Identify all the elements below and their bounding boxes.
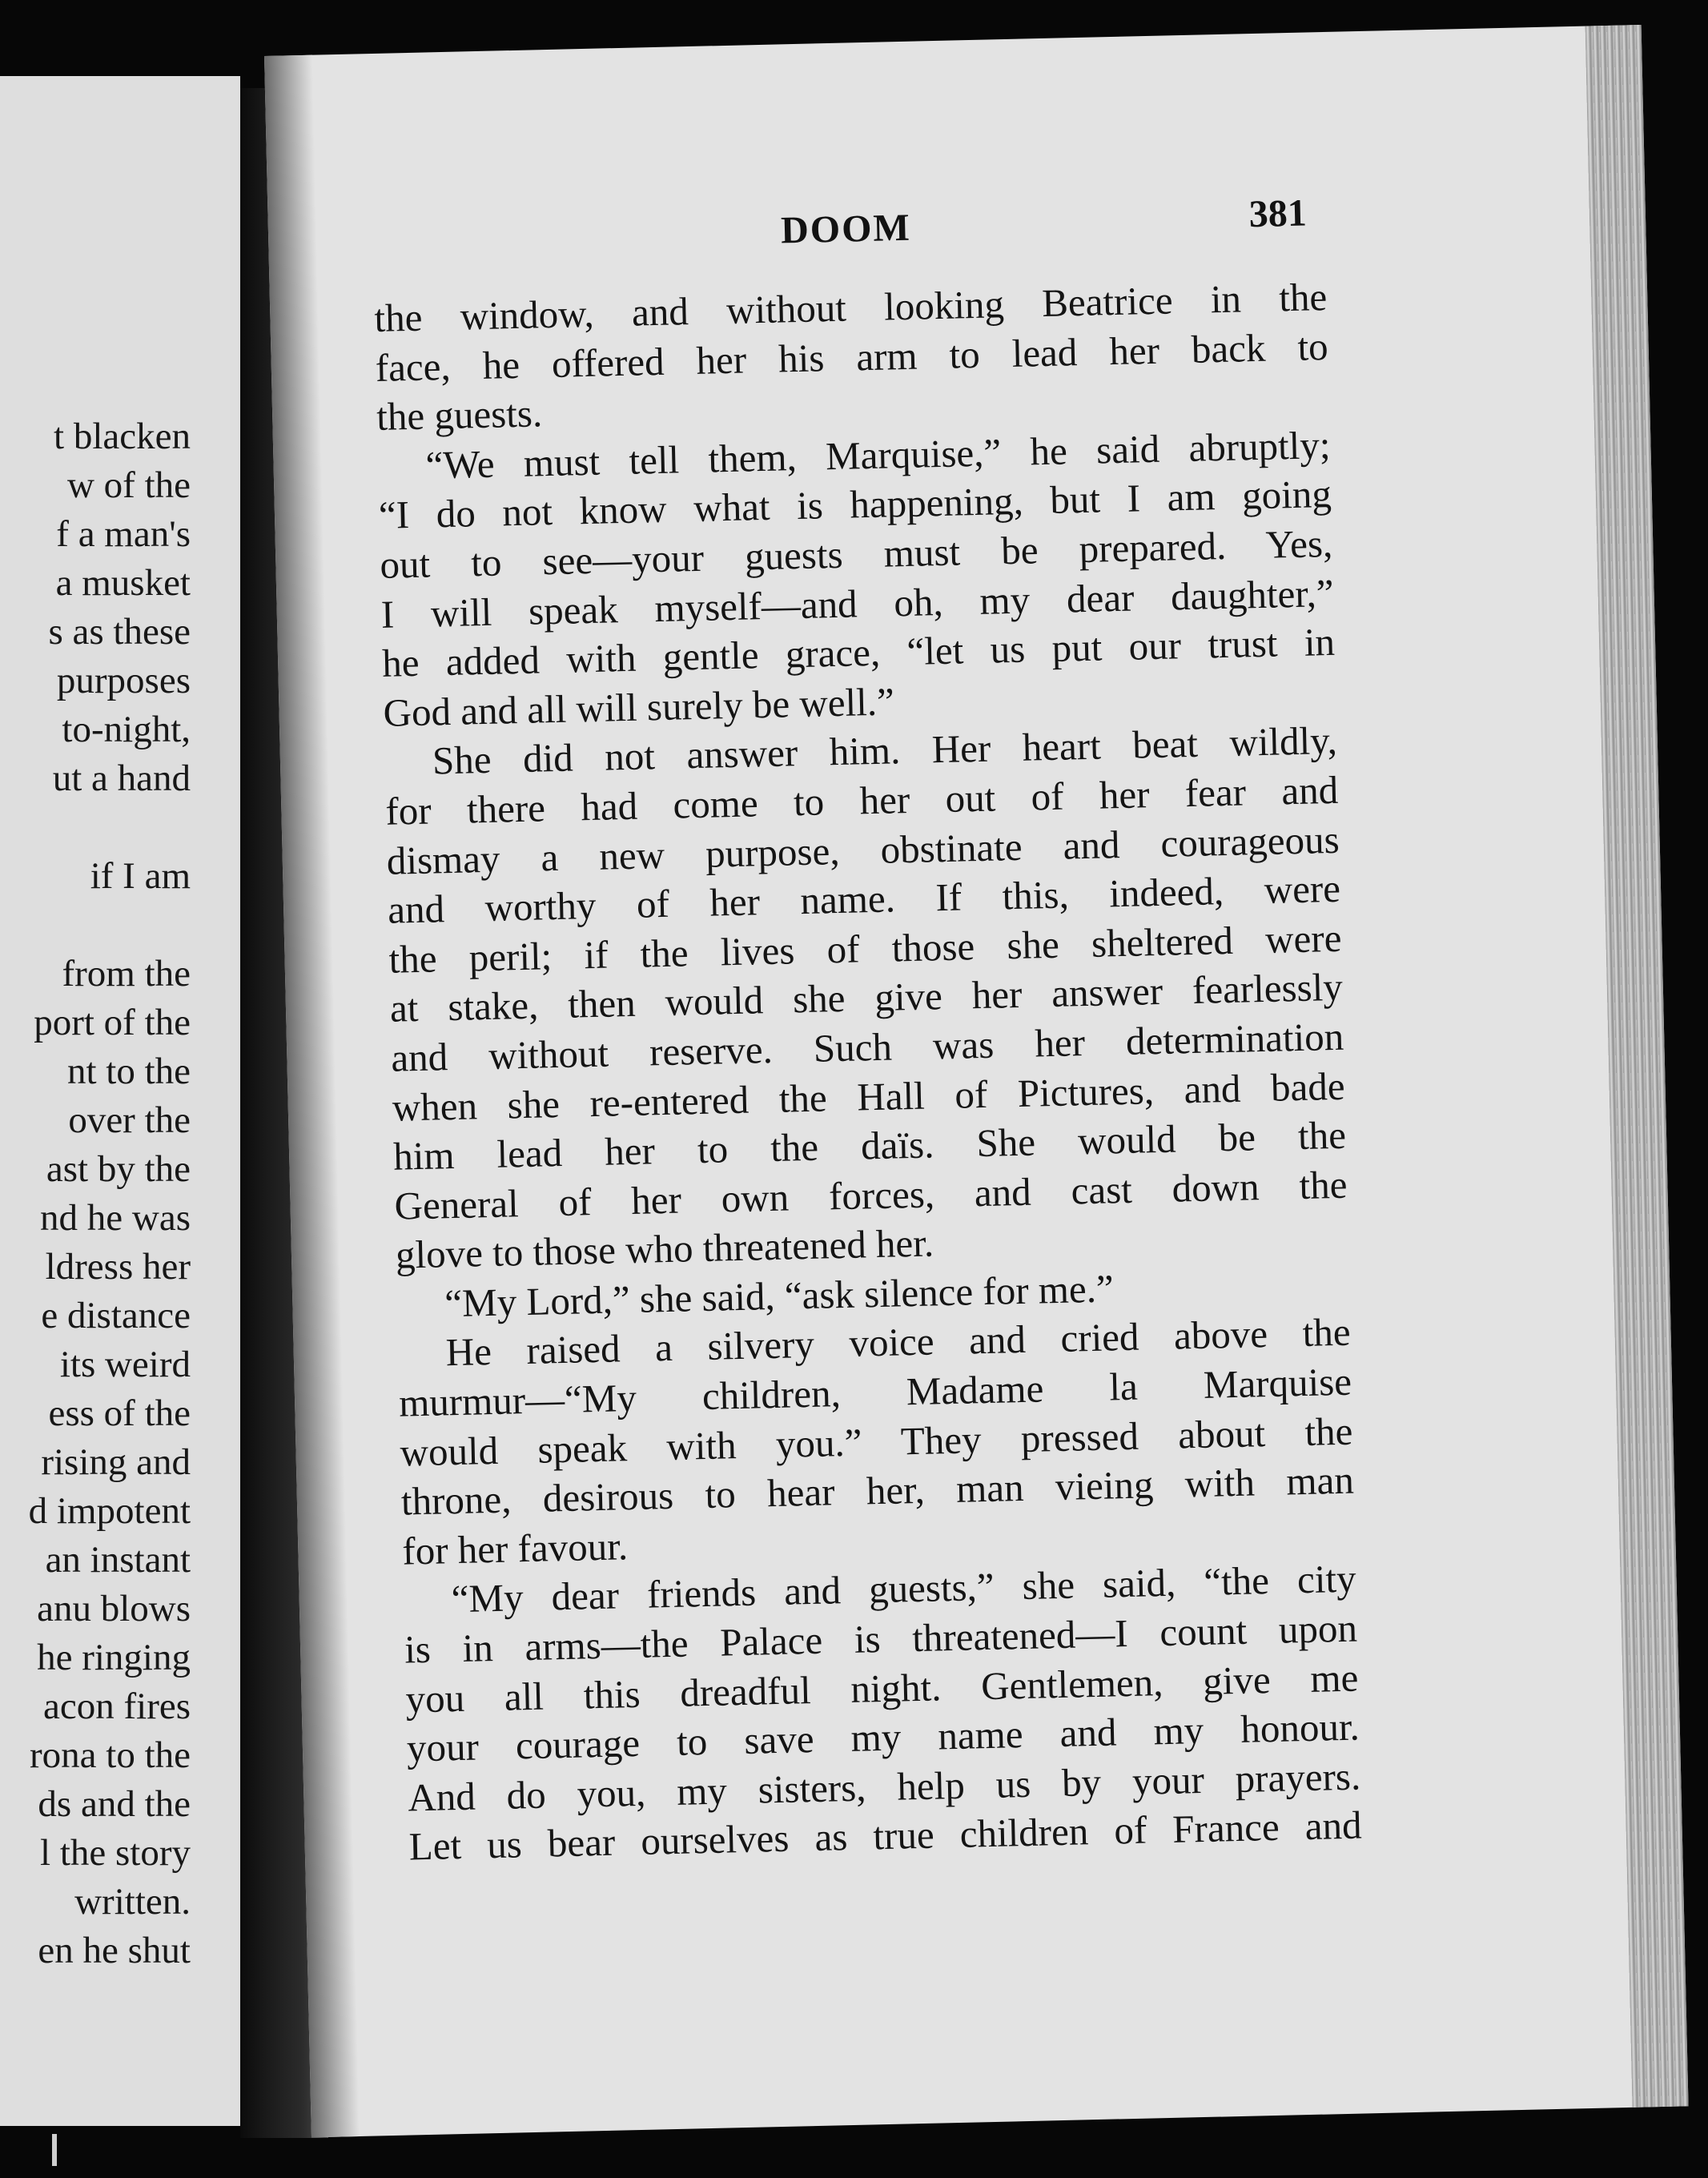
left-page-line: rising and bbox=[41, 1441, 191, 1483]
text-line: glove to those who threatened her. bbox=[395, 1220, 934, 1277]
left-page-line: anu blows bbox=[37, 1588, 191, 1629]
left-page-line: if I am bbox=[90, 855, 191, 897]
text-line: the guests. bbox=[376, 391, 543, 440]
facing-page-left bbox=[0, 76, 240, 2126]
left-page-line: its weird bbox=[59, 1344, 191, 1385]
margin-mark bbox=[52, 2134, 57, 2166]
text-line: and worthy of her name. If this, indeed, were bbox=[387, 866, 1341, 932]
text-line: the peril; if the lives of those she sheltered were bbox=[388, 915, 1342, 982]
text-line: “My Lord,” she said, “ask silence for me.” bbox=[444, 1266, 1115, 1326]
text-line: He raised a silvery voice and cried above the bbox=[445, 1310, 1352, 1375]
left-page-line: en he shut bbox=[38, 1930, 191, 1971]
text-line: I will speak myself—and oh, my dear daughter,” bbox=[380, 570, 1335, 637]
text-line: murmur—“My children, Madame la Marquise bbox=[398, 1359, 1352, 1425]
left-page-line: port of the bbox=[34, 1002, 191, 1043]
left-page-line: f a man's bbox=[56, 513, 191, 555]
body-text bbox=[374, 272, 1362, 1871]
text-line: “I do not know what is happening, but I am going bbox=[378, 472, 1332, 538]
left-page-line: acon fires bbox=[43, 1686, 191, 1727]
text-line: Let us bear ourselves as true children of France and bbox=[408, 1802, 1363, 1869]
left-page-line: nd he was bbox=[40, 1197, 191, 1239]
left-page-line: purposes bbox=[56, 660, 191, 701]
page-number: 381 bbox=[1248, 191, 1308, 236]
left-page-line: rona to the bbox=[30, 1734, 191, 1776]
left-page-line: written. bbox=[74, 1881, 191, 1923]
text-line: he added with gentle grace, “let us put our trust in bbox=[381, 620, 1336, 686]
left-page-line: d impotent bbox=[28, 1490, 191, 1532]
text-line: out to see—your guests must be prepared. Yes, bbox=[379, 520, 1333, 587]
left-page-line: ess of the bbox=[48, 1392, 191, 1434]
text-line: “We must tell them, Marquise,” he said abruptly; bbox=[425, 422, 1331, 488]
left-page-line: an instant bbox=[45, 1539, 191, 1581]
text-line: She did not answer him. Her heart beat wildly, bbox=[432, 718, 1338, 783]
text-line: “My dear friends and guests,” she said, “the city bbox=[451, 1557, 1357, 1621]
text-line: the window, and without looking Beatrice in the bbox=[373, 274, 1328, 340]
page-381 bbox=[264, 25, 1689, 2137]
left-page-line: from the bbox=[62, 953, 191, 995]
page-edge-stack bbox=[1585, 25, 1689, 2108]
left-page-line: l the story bbox=[40, 1832, 191, 1874]
running-head: DOOM bbox=[780, 206, 912, 252]
text-line: God and all will surely be well.” bbox=[383, 679, 895, 735]
left-page-line: over the bbox=[68, 1099, 191, 1141]
left-page-line: ds and the bbox=[38, 1783, 191, 1825]
text-line: is in arms—the Palace is threatened—I count upon bbox=[404, 1605, 1358, 1672]
left-page-line: nt to the bbox=[66, 1051, 191, 1092]
text-line: at stake, then would she give her answer fearlessly bbox=[389, 965, 1344, 1031]
text-line: when she re-entered the Hall of Pictures, and bade bbox=[392, 1063, 1346, 1130]
text-line: you all this dreadful night. Gentlemen, give me bbox=[404, 1655, 1359, 1722]
left-page-line: a musket bbox=[55, 562, 191, 604]
text-line: and without reserve. Such was her determination bbox=[390, 1014, 1344, 1080]
left-page-line: e distance bbox=[41, 1295, 191, 1336]
text-line: for her favour. bbox=[401, 1524, 629, 1573]
text-line: General of her own forces, and cast down the bbox=[393, 1162, 1348, 1228]
text-line: for there had come to her out of her fear and bbox=[384, 767, 1339, 834]
text-line: your courage to save my name and my honour. bbox=[406, 1704, 1360, 1770]
left-page-line: w of the bbox=[66, 464, 191, 506]
text-line: him lead her to the daïs. She would be the bbox=[392, 1112, 1347, 1179]
text-line: would speak with you.” They pressed about the bbox=[399, 1408, 1353, 1475]
text-line: And do you, my sisters, help us by your prayers. bbox=[407, 1754, 1361, 1820]
left-page-line: he ringing bbox=[37, 1637, 191, 1678]
left-page-line: ut a hand bbox=[52, 757, 191, 799]
text-line: face, he offered her his arm to lead her back to bbox=[375, 323, 1329, 390]
left-page-line: ldress her bbox=[45, 1246, 191, 1288]
left-page-line: s as these bbox=[48, 611, 191, 653]
left-page-line: t blacken bbox=[54, 416, 191, 457]
text-line: dismay a new purpose, obstinate and courageous bbox=[386, 817, 1340, 883]
left-page-line: ast by the bbox=[46, 1148, 191, 1190]
left-page-line: to-night, bbox=[62, 709, 191, 750]
text-line: throne, desirous to hear her, man vieing with man bbox=[400, 1457, 1355, 1524]
